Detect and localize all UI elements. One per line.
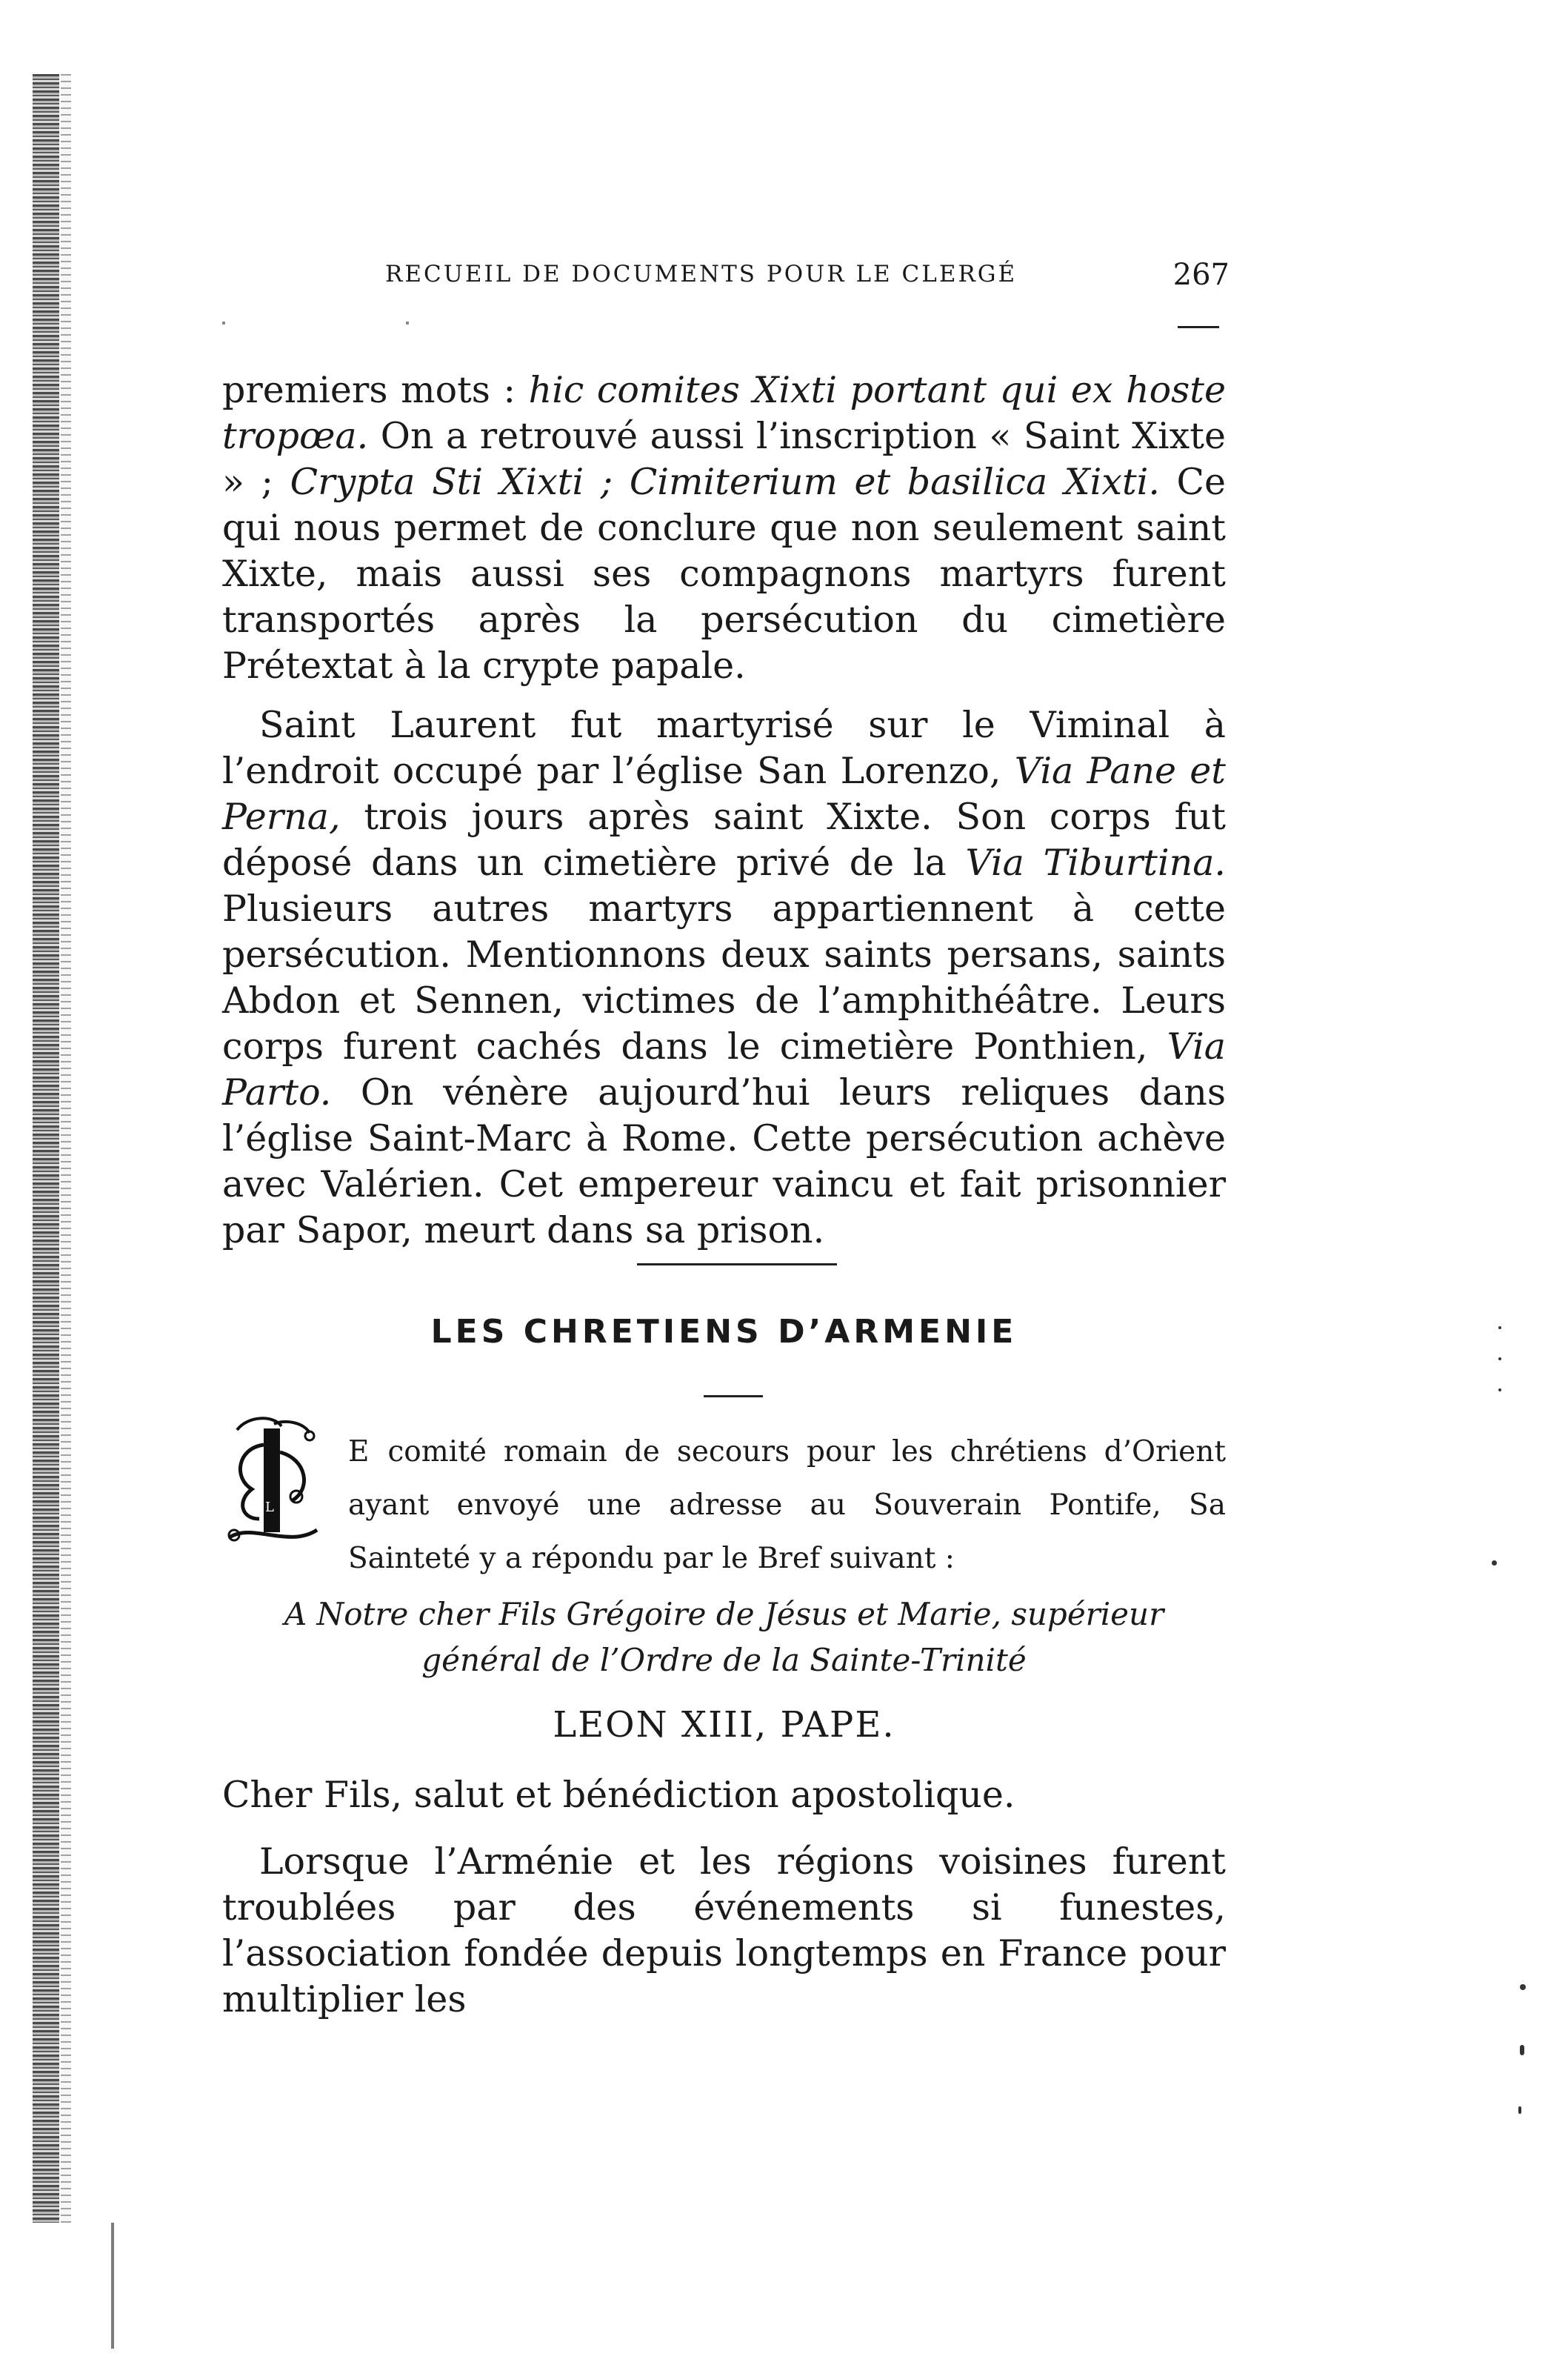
binding-edge [33,74,59,2223]
place-name: Via Parto. [222,1025,1226,1114]
text-run: premiers mots : [222,369,529,411]
paragraph-laurent [222,702,1226,1254]
intro-lead-letter: E [348,1435,371,1468]
dropcap-letter: L [265,1500,274,1515]
text-run: Lorsque l’Arménie et les régions voisines furent troublées par des événements si funestes, l’association fondée depuis longtemps en France pour multiplier les [222,1840,1226,2020]
intro-text: comité romain de secours pour les chrétiens d’Orient ayant envoyé une adresse au Souverain Pontife, Sa Sainteté y a répondu par le Bref suivant : [348,1435,1226,1575]
page-number: 267 [1172,258,1230,292]
margin-speck [1518,2106,1521,2114]
title-rule [704,1395,763,1397]
paragraph-xixte [222,367,1226,689]
binding-edge-tail [111,2223,114,2349]
text-run: Ce qui nous permet de conclure que non seulement saint Xixte, mais aussi ses compagnons martyrs furent transportés après la persécution du cimetière Prétextat à la crypte papale. [222,461,1226,687]
header-rule [1178,326,1219,328]
running-title: RECUEIL DE DOCUMENTS POUR LE CLERGÉ [385,261,1018,287]
intro-paragraph [348,1425,1226,1586]
brief-addressee [222,1591,1226,1683]
ornamental-dropcap [222,1408,322,1556]
text-run: On a retrouvé aussi l’inscription « Saint Xixte » ; [222,415,1226,503]
margin-speck [1520,2045,1524,2055]
paragraph-armenie [222,1839,1226,2023]
text-run: Saint Laurent fut martyrisé sur le Viminal à l’endroit occupé par l’église San Lorenzo, [222,704,1226,792]
place-name: Via Tiburtina. [965,842,1226,884]
binding-edge-shadow [61,74,71,2223]
addressee-line: A Notre cher Fils Grégoire de Jésus et Marie, supérieur [284,1596,1164,1632]
text-run: trois jours après saint Xixte. Son corps fut déposé dans un cimetière privé de la [222,796,1226,884]
margin-speck [1520,1984,1526,1990]
section-title: LES CHRETIENS D’ARMENIE [430,1313,1018,1351]
margin-speck [1498,1388,1501,1391]
margin-speck [1492,1560,1497,1566]
text-run: On vénère aujourd’hui leurs reliques dans l’église Saint-Marc à Rome. Cette persécution achève avec Valérien. Cet empereur vaincu et fait prisonnier par Sapor, meurt dans sa prison. [222,1071,1226,1251]
margin-speck [1498,1357,1501,1360]
margin-speck [1498,1326,1501,1329]
scan-speck [222,322,225,325]
latin-inscription: Crypta Sti Xixti ; Cimiterium et basilica Xixti. [290,461,1160,503]
place-name: Via Pane et Perna, [222,750,1226,838]
text-run: Plusieurs autres martyrs appartiennent à cette persécution. Mentionnons deux saints persans, saints Abdon et Sennen, victimes de l’amphithéâtre. Leurs corps furent cachés dans le cimetière Ponthien, [222,888,1226,1068]
scan-speck [406,322,409,325]
latin-quote: hic comites Xixti portant qui ex hoste tropœa. [222,369,1226,457]
greeting: Cher Fils, salut et bénédiction apostolique. [222,1774,1015,1816]
addressee-line: général de l’Ordre de la Sainte-Trinité [421,1642,1027,1678]
section-separator [637,1263,837,1265]
pope-signature: LEON XIII, PAPE. [553,1704,895,1746]
